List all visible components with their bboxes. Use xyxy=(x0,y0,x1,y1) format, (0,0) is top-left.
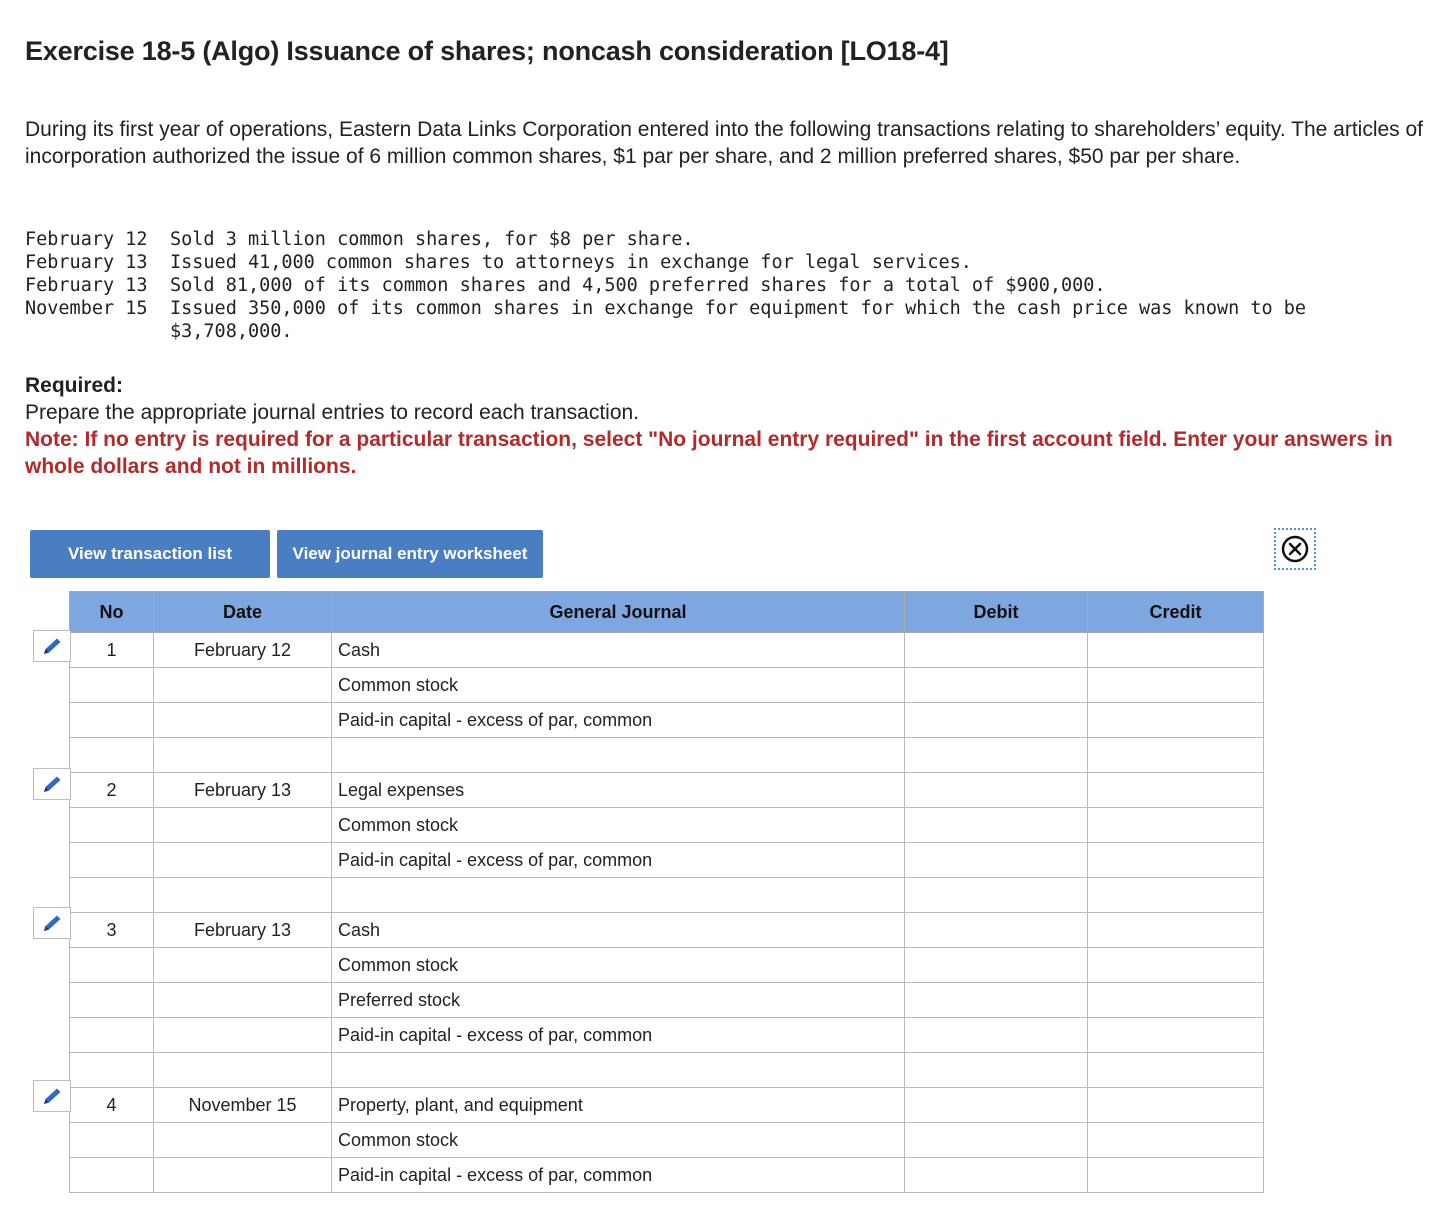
entry-date xyxy=(154,948,332,983)
entry-number xyxy=(70,808,154,843)
entry-number xyxy=(70,878,154,913)
credit-cell[interactable] xyxy=(1088,1123,1264,1158)
entry-date xyxy=(154,1053,332,1088)
account-cell[interactable]: Cash xyxy=(332,913,905,948)
entry-number xyxy=(70,983,154,1018)
table-row xyxy=(70,773,1264,808)
view-journal-entry-worksheet-button[interactable]: View journal entry worksheet xyxy=(277,530,543,578)
transaction-item xyxy=(25,228,1400,251)
transaction-date: February 13 xyxy=(25,252,148,273)
entry-date xyxy=(154,668,332,703)
credit-cell[interactable] xyxy=(1088,948,1264,983)
entry-number xyxy=(70,1053,154,1088)
entry-date xyxy=(154,878,332,913)
table-row xyxy=(70,843,1264,878)
entry-date xyxy=(154,738,332,773)
entry-number xyxy=(70,703,154,738)
table-row xyxy=(70,878,1264,913)
entry-number: 4 xyxy=(70,1088,154,1123)
pencil-icon xyxy=(39,912,65,934)
table-row xyxy=(70,808,1264,843)
account-cell[interactable]: Preferred stock xyxy=(332,983,905,1018)
account-cell[interactable] xyxy=(332,878,905,913)
general-journal-table xyxy=(69,591,1264,1193)
credit-cell[interactable] xyxy=(1088,983,1264,1018)
entry-number xyxy=(70,948,154,983)
account-cell[interactable]: Paid-in capital - excess of par, common xyxy=(332,1018,905,1053)
debit-cell[interactable] xyxy=(905,1158,1088,1193)
table-row xyxy=(70,913,1264,948)
header-general-journal: General Journal xyxy=(332,592,905,633)
debit-cell[interactable] xyxy=(905,1018,1088,1053)
entry-number xyxy=(70,1018,154,1053)
credit-cell[interactable] xyxy=(1088,668,1264,703)
entry-number xyxy=(70,738,154,773)
table-row xyxy=(70,738,1264,773)
transaction-description: Issued 41,000 common shares to attorneys in exchange for legal services. xyxy=(170,252,972,273)
debit-cell[interactable] xyxy=(905,843,1088,878)
header-credit: Credit xyxy=(1088,592,1264,633)
edit-entry-button[interactable] xyxy=(33,630,71,662)
pencil-icon xyxy=(39,773,65,795)
credit-cell[interactable] xyxy=(1088,1088,1264,1123)
account-cell[interactable]: Paid-in capital - excess of par, common xyxy=(332,843,905,878)
table-header-row xyxy=(70,592,1264,633)
entry-date xyxy=(154,1018,332,1053)
entry-date xyxy=(154,983,332,1018)
entry-number xyxy=(70,843,154,878)
entry-date xyxy=(154,1123,332,1158)
debit-cell[interactable] xyxy=(905,983,1088,1018)
entry-number: 1 xyxy=(70,633,154,668)
credit-cell[interactable] xyxy=(1088,633,1264,668)
transaction-date: November 15 xyxy=(25,298,148,319)
entry-date: November 15 xyxy=(154,1088,332,1123)
credit-cell[interactable] xyxy=(1088,1053,1264,1088)
debit-cell[interactable] xyxy=(905,773,1088,808)
debit-cell[interactable] xyxy=(905,1123,1088,1158)
edit-entry-button[interactable] xyxy=(33,768,71,800)
transaction-item xyxy=(25,274,1400,297)
debit-cell[interactable] xyxy=(905,808,1088,843)
entry-date xyxy=(154,808,332,843)
debit-cell[interactable] xyxy=(905,703,1088,738)
account-cell[interactable] xyxy=(332,738,905,773)
view-transaction-list-button[interactable]: View transaction list xyxy=(30,530,270,578)
pencil-icon xyxy=(39,1085,65,1107)
table-row xyxy=(70,1158,1264,1193)
pencil-icon xyxy=(39,635,65,657)
entry-date: February 13 xyxy=(154,913,332,948)
credit-cell[interactable] xyxy=(1088,1018,1264,1053)
table-row xyxy=(70,633,1264,668)
table-row xyxy=(70,948,1264,983)
table-row xyxy=(70,1018,1264,1053)
account-cell[interactable]: Legal expenses xyxy=(332,773,905,808)
entry-date xyxy=(154,1158,332,1193)
account-cell[interactable]: Paid-in capital - excess of par, common xyxy=(332,1158,905,1193)
debit-cell[interactable] xyxy=(905,633,1088,668)
credit-cell[interactable] xyxy=(1088,808,1264,843)
credit-cell[interactable] xyxy=(1088,773,1264,808)
transaction-description: Issued 350,000 of its common shares in exchange for equipment for which the cash price was known to be $3,708,000. xyxy=(170,298,1318,342)
account-cell[interactable]: Cash xyxy=(332,633,905,668)
debit-cell[interactable] xyxy=(905,1053,1088,1088)
entry-date xyxy=(154,703,332,738)
transaction-description: Sold 81,000 of its common shares and 4,500 preferred shares for a total of $900,000. xyxy=(170,275,1106,296)
transaction-description: Sold 3 million common shares, for $8 per share. xyxy=(170,229,694,250)
table-row xyxy=(70,1123,1264,1158)
edit-entry-button[interactable] xyxy=(33,1080,71,1112)
credit-cell[interactable] xyxy=(1088,878,1264,913)
debit-cell[interactable] xyxy=(905,668,1088,703)
required-section xyxy=(25,372,1415,480)
intro-text: During its first year of operations, Eastern Data Links Corporation entered into the following transactions relating to shareholders’ equity. The articles of incorporation authorized the issue of 6 million common shares, $1 par per share, and 2 million preferred shares, $50 par per share. xyxy=(25,118,1424,168)
debit-cell[interactable] xyxy=(905,948,1088,983)
transaction-list xyxy=(25,228,1400,343)
close-circle-icon xyxy=(1280,534,1310,564)
entry-number xyxy=(70,1158,154,1193)
edit-entry-button[interactable] xyxy=(33,907,71,939)
transaction-date: February 13 xyxy=(25,275,148,296)
account-cell[interactable]: Common stock xyxy=(332,948,905,983)
entry-number: 3 xyxy=(70,913,154,948)
entry-number xyxy=(70,668,154,703)
credit-cell[interactable] xyxy=(1088,843,1264,878)
debit-cell[interactable] xyxy=(905,878,1088,913)
table-row xyxy=(70,1088,1264,1123)
required-note: Note: If no entry is required for a particular transaction, select "No journal entry required" in the first account field. Enter your answers in whole dollars and not in millions. xyxy=(25,428,1393,478)
entry-date: February 12 xyxy=(154,633,332,668)
debit-cell[interactable] xyxy=(905,738,1088,773)
header-debit: Debit xyxy=(905,592,1088,633)
table-row xyxy=(70,983,1264,1018)
required-heading: Required: xyxy=(25,374,124,397)
transaction-item xyxy=(25,297,1400,343)
header-no: No xyxy=(70,592,154,633)
transaction-item xyxy=(25,251,1400,274)
account-cell[interactable]: Common stock xyxy=(332,1123,905,1158)
table-row xyxy=(70,668,1264,703)
account-cell[interactable] xyxy=(332,1053,905,1088)
credit-cell[interactable] xyxy=(1088,703,1264,738)
account-cell[interactable]: Paid-in capital - excess of par, common xyxy=(332,703,905,738)
credit-cell[interactable] xyxy=(1088,913,1264,948)
transaction-date: February 12 xyxy=(25,229,148,250)
table-row xyxy=(70,1053,1264,1088)
header-date: Date xyxy=(154,592,332,633)
entry-number: 2 xyxy=(70,773,154,808)
account-cell[interactable]: Common stock xyxy=(332,668,905,703)
close-button[interactable] xyxy=(1274,528,1316,570)
entry-date xyxy=(154,843,332,878)
page-title: Exercise 18-5 (Algo) Issuance of shares; noncash consideration [LO18-4] xyxy=(25,36,949,66)
debit-cell[interactable] xyxy=(905,1088,1088,1123)
table-row xyxy=(70,703,1264,738)
account-cell[interactable]: Property, plant, and equipment xyxy=(332,1088,905,1123)
debit-cell[interactable] xyxy=(905,913,1088,948)
credit-cell[interactable] xyxy=(1088,738,1264,773)
account-cell[interactable]: Common stock xyxy=(332,808,905,843)
entry-number xyxy=(70,1123,154,1158)
required-text: Prepare the appropriate journal entries to record each transaction. xyxy=(25,401,640,424)
credit-cell[interactable] xyxy=(1088,1158,1264,1193)
entry-date: February 13 xyxy=(154,773,332,808)
